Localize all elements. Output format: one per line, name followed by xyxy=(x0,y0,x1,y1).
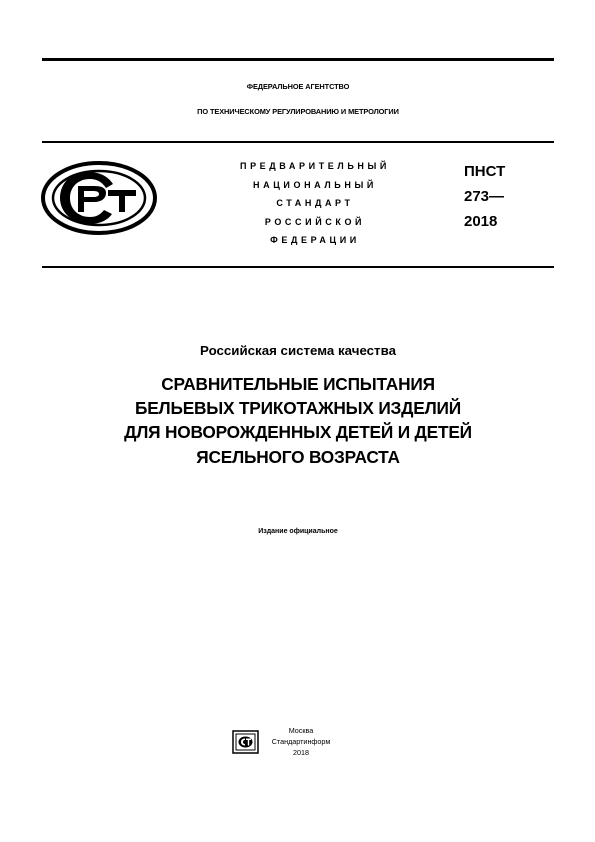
document-title-line: ЯСЕЛЬНОГО ВОЗРАСТА xyxy=(196,447,400,467)
standard-kind-line: ПРЕДВАРИТЕЛЬНЫЙ xyxy=(240,161,390,171)
standard-kind-line: ФЕДЕРАЦИИ xyxy=(270,235,360,245)
standartinform-logo-icon xyxy=(232,730,259,754)
section-rule xyxy=(42,266,554,268)
document-title-line: БЕЛЬЕВЫХ ТРИКОТАЖНЫХ ИЗДЕЛИЙ xyxy=(135,398,461,418)
rst-logo-icon xyxy=(40,160,158,236)
standard-kind-line: РОССИЙСКОЙ xyxy=(264,217,366,227)
standard-kind-line: НАЦИОНАЛЬНЫЙ xyxy=(253,180,377,190)
quality-system-heading: Российская система качества xyxy=(200,343,396,358)
publisher-city: Москва xyxy=(288,726,314,735)
document-title-line: СРАВНИТЕЛЬНЫЕ ИСПЫТАНИЯ xyxy=(161,374,435,394)
standard-code-prefix: ПНСТ xyxy=(464,163,506,180)
document-title-line: ДЛЯ НОВОРОЖДЕННЫХ ДЕТЕЙ И ДЕТЕЙ xyxy=(124,422,472,442)
standard-code-number: 273— xyxy=(464,188,505,205)
edition-note: Издание официальное xyxy=(258,528,338,535)
agency-name-line-2: ПО ТЕХНИЧЕСКОМУ РЕГУЛИРОВАНИЮ И МЕТРОЛОГИИ xyxy=(197,107,399,116)
publisher-name: Стандартинформ xyxy=(271,737,331,746)
standard-kind-line: СТАНДАРТ xyxy=(276,198,354,208)
header-rule xyxy=(42,141,554,143)
agency-name-line-1: ФЕДЕРАЛЬНОЕ АГЕНТСТВО xyxy=(246,82,350,91)
standard-code-year: 2018 xyxy=(464,213,498,230)
top-rule xyxy=(42,58,554,61)
publisher-year: 2018 xyxy=(293,748,309,757)
